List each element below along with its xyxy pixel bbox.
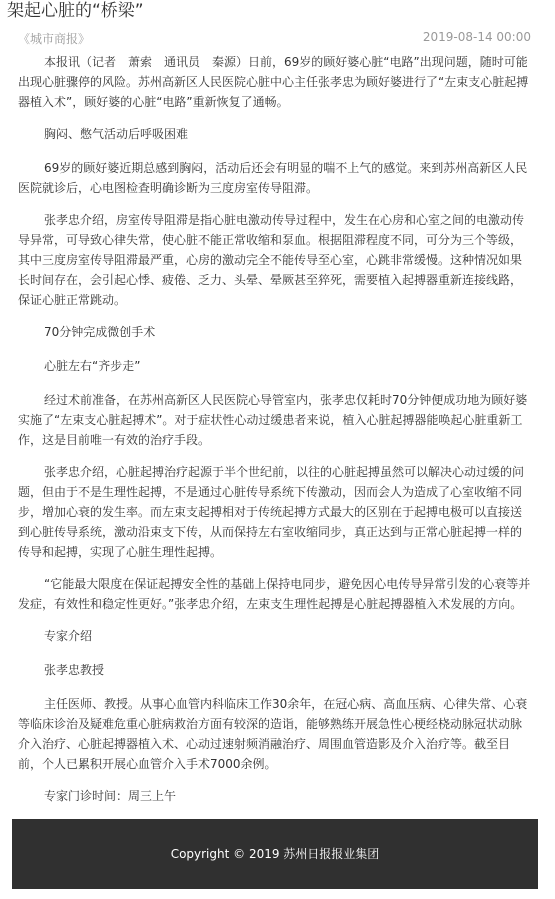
paragraph-procedure: 经过术前准备，在苏州高新区人民医院心导管室内，张孝忠仅耗时70分钟便成功地为顾好婆实施了“左束支心脏起搏术”。对于症状性心动过缓患者来说，植入心脏起搏器能唤起心脏重新工作，这是目前唯一有效的治疗手段。 xyxy=(18,393,528,447)
article-date: 2019-08-14 00:00 xyxy=(422,30,531,44)
subheading-symptoms: 胸闷、憋气活动后呼吸困难 xyxy=(44,127,189,141)
paragraph-explanation: 张孝忠介绍，房室传导阻滞是指心脏电激动传导过程中，发生在心房和心室之间的电激动传导异常，可导致心律失常，使心脏不能正常收缩和泵血。根据阻滞程度不同，可分为三个等级，其中三度房室传导阻滞最严重，心房的激动完全不能传导至心室，心跳非常缓慢。这种情况如果长时间存在，会引起心悸、疲倦、乏力、头晕、晕厥甚至猝死，需要植入起搏器重新连接线路，保证心脏正常跳动。 xyxy=(18,213,525,307)
article-meta xyxy=(18,30,531,48)
article-body xyxy=(18,52,533,818)
subheading-surgery: 70分钟完成微创手术 xyxy=(44,325,156,339)
subheading-sync: 心脏左右“齐步走” xyxy=(44,359,141,373)
expert-name: 张孝忠教授 xyxy=(44,663,105,677)
subheading-expert: 专家介绍 xyxy=(44,629,93,643)
paragraph-diagnosis: 69岁的顾好婆近期总感到胸闷，活动后还会有明显的喘不上气的感觉。来到苏州高新区人民医院就诊后，心电图检查明确诊断为三度房室传导阻滞。 xyxy=(18,161,528,195)
paragraph-expert-bio: 主任医师、教授。从事心血管内科临床工作30余年，在冠心病、高血压病、心律失常、心衰等临床诊治及疑难危重心脏病救治方面有较深的造诣，能够熟练开展急性心梗经桡动脉冠状动脉介入治疗、心脏起搏器植入术、心动过速射频消融治疗、周围血管造影及介入治疗等。截至目前，个人已累积开展心血管介入手术7000余例。 xyxy=(18,697,528,771)
clinic-hours: 专家门诊时间：周三上午 xyxy=(44,789,177,803)
paragraph-intro: 本报讯（记者 萧索 通讯员 秦源）日前，69岁的顾好婆心脏“电路”出现问题，随时可能出现心脏骤停的风险。苏州高新区人民医院心脏中心主任张孝忠为顾好婆进行了“左束支心脏起搏器植入术”，顾好婆的心脏“电路”重新恢复了通畅。 xyxy=(18,55,529,109)
article-source: 《城市商报》 xyxy=(18,32,91,46)
paragraph-history: 张孝忠介绍，心脏起搏治疗起源于半个世纪前，以往的心脏起搏虽然可以解决心动过缓的问题，但由于不是生理性起搏，不是通过心脏传导系统下传激动，因而会人为造成了心室收缩不同步，增加心衰的发生率。而左束支起搏相对于传统起搏方式最大的区别在于起搏电极可以直接送到心脏传导系统，激动沿束支下传，从而保持左右室收缩同步，真正达到与正常心脏起搏一样的传导和起搏，实现了心脏生理性起搏。 xyxy=(18,465,525,559)
article-title: 架起心脏的“桥梁” xyxy=(7,1,144,21)
paragraph-quote: “它能最大限度在保证起搏安全性的基础上保持电同步，避免因心电传导异常引发的心衰等并发症，有效性和稳定性更好。”张孝忠介绍，左束支生理性起搏是心脏起搏器植入术发展的方向。 xyxy=(18,577,531,611)
copyright-text: Copyright © 2019 苏州日报报业集团 xyxy=(170,847,380,861)
site-footer xyxy=(12,819,538,889)
